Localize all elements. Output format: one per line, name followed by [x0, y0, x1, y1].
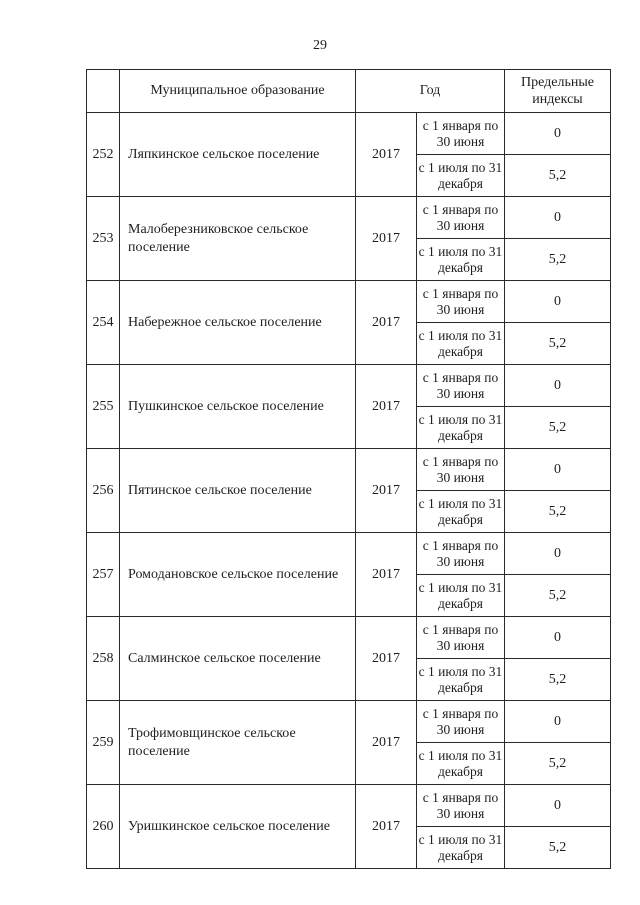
index-cell: 0 — [505, 701, 611, 743]
index-cell: 5,2 — [505, 743, 611, 785]
index-cell: 5,2 — [505, 659, 611, 701]
table-row — [87, 785, 611, 827]
municipality-name: Салминское сельское поселение — [120, 617, 356, 701]
index-cell: 5,2 — [505, 491, 611, 533]
municipality-name: Трофимовщинское сельское поселение — [120, 701, 356, 785]
header-index: Предельные индексы — [505, 70, 611, 113]
year-cell: 2017 — [356, 197, 417, 281]
index-cell: 5,2 — [505, 407, 611, 449]
period-cell: с 1 июля по 31 декабря — [417, 575, 505, 617]
table-row — [87, 113, 611, 155]
row-number: 252 — [87, 113, 120, 197]
index-cell: 5,2 — [505, 575, 611, 617]
row-number: 259 — [87, 701, 120, 785]
row-number: 256 — [87, 449, 120, 533]
period-cell: с 1 января по 30 июня — [417, 785, 505, 827]
year-cell: 2017 — [356, 701, 417, 785]
table-row — [87, 701, 611, 743]
header-year: Год — [356, 70, 505, 113]
period-cell: с 1 января по 30 июня — [417, 617, 505, 659]
row-number: 255 — [87, 365, 120, 449]
index-cell: 0 — [505, 113, 611, 155]
year-cell: 2017 — [356, 281, 417, 365]
year-cell: 2017 — [356, 533, 417, 617]
period-cell: с 1 июля по 31 декабря — [417, 743, 505, 785]
period-cell: с 1 января по 30 июня — [417, 449, 505, 491]
year-cell: 2017 — [356, 617, 417, 701]
period-cell: с 1 июля по 31 декабря — [417, 155, 505, 197]
municipality-name: Уришкинское сельское поселение — [120, 785, 356, 869]
table-row — [87, 197, 611, 239]
index-cell: 0 — [505, 785, 611, 827]
year-cell: 2017 — [356, 449, 417, 533]
period-cell: с 1 января по 30 июня — [417, 365, 505, 407]
index-cell: 0 — [505, 365, 611, 407]
municipality-name: Пятинское сельское поселение — [120, 449, 356, 533]
index-cell: 0 — [505, 449, 611, 491]
municipality-name: Набережное сельское поселение — [120, 281, 356, 365]
period-cell: с 1 июля по 31 декабря — [417, 827, 505, 869]
row-number: 258 — [87, 617, 120, 701]
tariff-index-table — [86, 69, 611, 869]
municipality-name: Пушкинское сельское поселение — [120, 365, 356, 449]
row-number: 257 — [87, 533, 120, 617]
period-cell: с 1 июля по 31 декабря — [417, 491, 505, 533]
year-cell: 2017 — [356, 365, 417, 449]
header-number — [87, 70, 120, 113]
page-number: 29 — [313, 38, 327, 53]
table-row — [87, 365, 611, 407]
index-cell: 0 — [505, 197, 611, 239]
index-cell: 5,2 — [505, 827, 611, 869]
index-cell: 5,2 — [505, 155, 611, 197]
period-cell: с 1 июля по 31 декабря — [417, 659, 505, 701]
period-cell: с 1 января по 30 июня — [417, 281, 505, 323]
municipality-name: Ляпкинское сельское поселение — [120, 113, 356, 197]
row-number: 254 — [87, 281, 120, 365]
period-cell: с 1 июля по 31 декабря — [417, 407, 505, 449]
row-number: 253 — [87, 197, 120, 281]
period-cell: с 1 января по 30 июня — [417, 197, 505, 239]
municipality-name: Малоберезниковское сельское поселение — [120, 197, 356, 281]
table-header-row — [87, 70, 611, 113]
header-municipality: Муниципальное образование — [120, 70, 356, 113]
index-cell: 5,2 — [505, 239, 611, 281]
period-cell: с 1 января по 30 июня — [417, 701, 505, 743]
municipality-name: Ромодановское сельское поселение — [120, 533, 356, 617]
period-cell: с 1 июля по 31 декабря — [417, 323, 505, 365]
period-cell: с 1 января по 30 июня — [417, 113, 505, 155]
period-cell: с 1 июля по 31 декабря — [417, 239, 505, 281]
index-cell: 0 — [505, 617, 611, 659]
table-row — [87, 533, 611, 575]
table-row — [87, 281, 611, 323]
year-cell: 2017 — [356, 785, 417, 869]
index-cell: 0 — [505, 281, 611, 323]
index-cell: 0 — [505, 533, 611, 575]
year-cell: 2017 — [356, 113, 417, 197]
table-row — [87, 449, 611, 491]
index-cell: 5,2 — [505, 323, 611, 365]
table-row — [87, 617, 611, 659]
row-number: 260 — [87, 785, 120, 869]
period-cell: с 1 января по 30 июня — [417, 533, 505, 575]
